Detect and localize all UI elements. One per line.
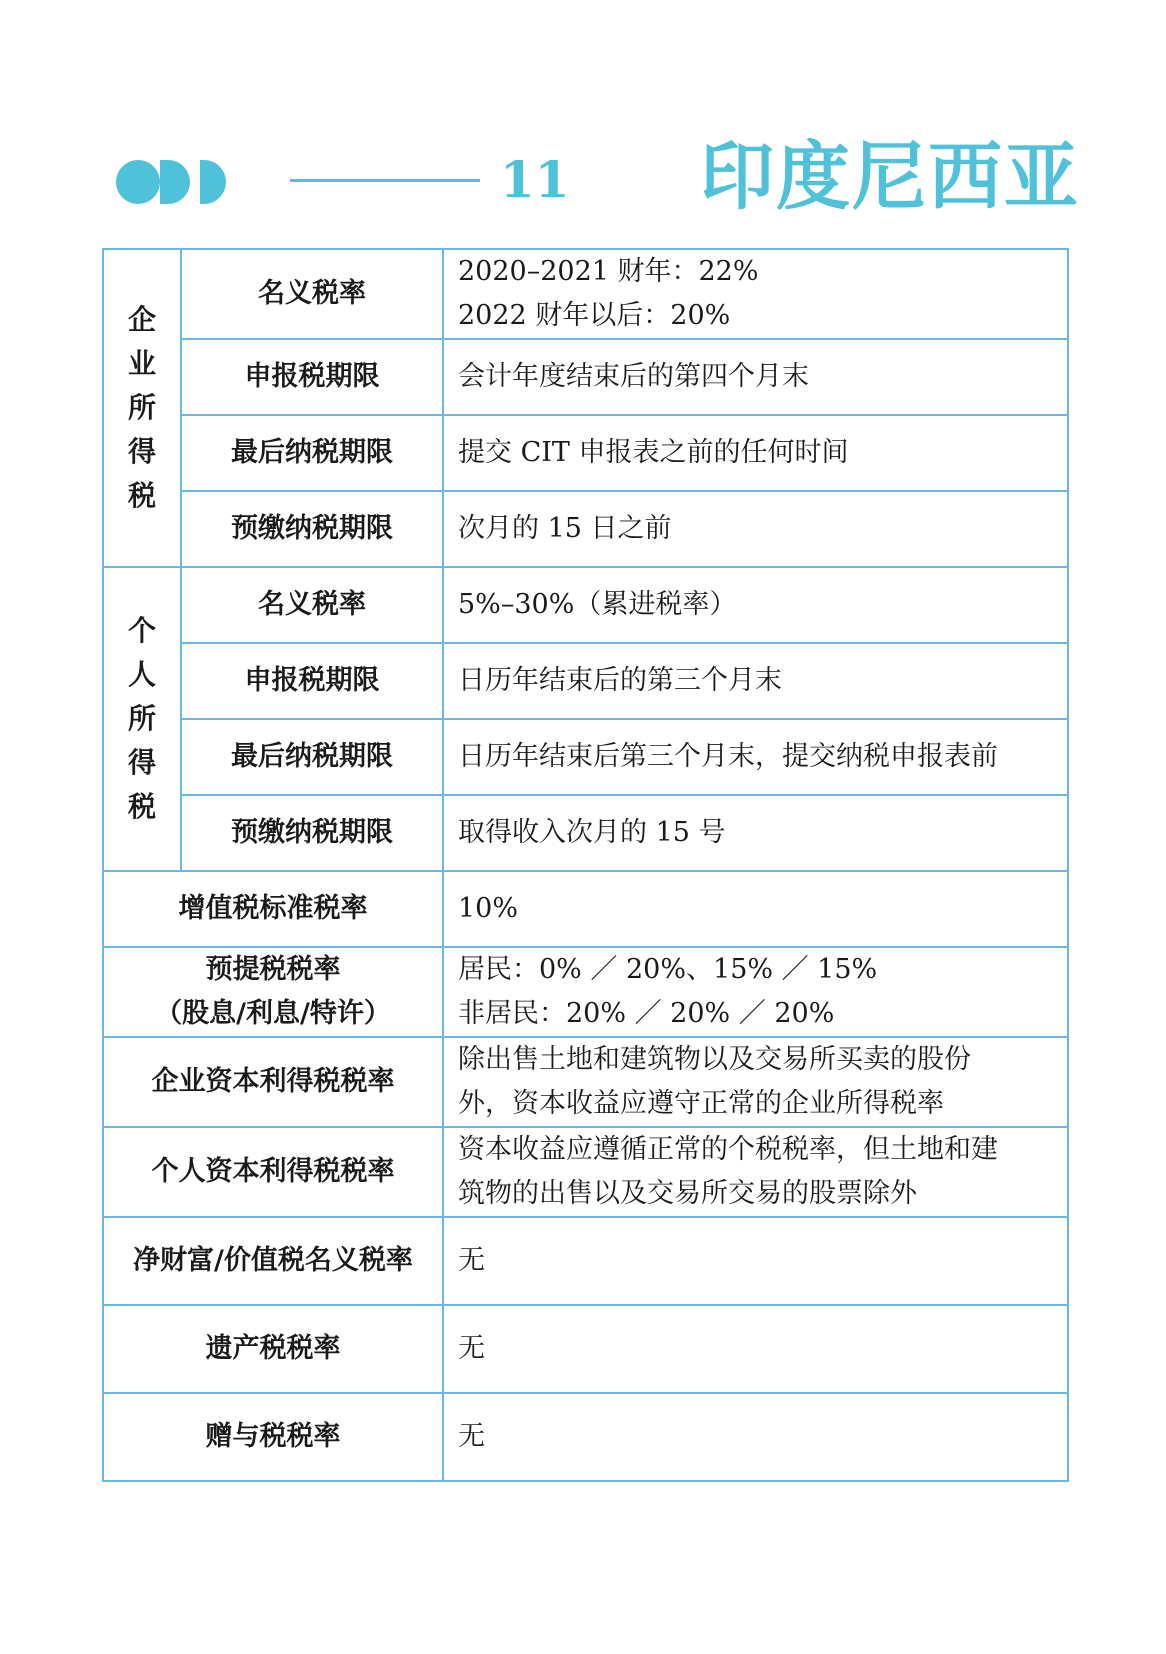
row-value: 10%: [443, 871, 1068, 947]
row-value: 提交 CIT 申报表之前的任何时间: [443, 415, 1068, 491]
tax-table: [102, 248, 1069, 1482]
table-row: [103, 1217, 1068, 1305]
page-number: 11: [500, 150, 570, 209]
row-label: 预提税税率 （股息/利息/特许）: [103, 947, 443, 1037]
row-value: 日历年结束后第三个月末，提交纳税申报表前: [443, 719, 1068, 795]
row-label: 最后纳税期限: [181, 719, 443, 795]
table-row: [103, 1393, 1068, 1481]
table-row: [103, 1305, 1068, 1393]
row-value: 居民：0% ／ 20%、15% ／ 15% 非居民：20% ／ 20% ／ 20%: [443, 947, 1068, 1037]
table-row: [103, 415, 1068, 491]
row-label: 赠与税税率: [103, 1393, 443, 1481]
row-label: 遗产税税率: [103, 1305, 443, 1393]
dot-shape: [200, 160, 226, 204]
row-label: 最后纳税期限: [181, 415, 443, 491]
row-value: 除出售土地和建筑物以及交易所买卖的股份 外，资本收益应遵守正常的企业所得税率: [443, 1037, 1068, 1127]
decorative-dots-icon: [116, 160, 246, 204]
row-value: 次月的 15 日之前: [443, 491, 1068, 567]
table-row: [103, 719, 1068, 795]
row-value: 2020–2021 财年：22% 2022 财年以后：20%: [443, 249, 1068, 339]
row-label: 预缴纳税期限: [181, 795, 443, 871]
pit-group-label: 个人所得税: [103, 567, 181, 871]
row-value: 无: [443, 1305, 1068, 1393]
header-rule: [290, 179, 480, 182]
row-label: 个人资本利得税税率: [103, 1127, 443, 1217]
table-row: [103, 1127, 1068, 1217]
row-value: 会计年度结束后的第四个月末: [443, 339, 1068, 415]
table-row: [103, 643, 1068, 719]
row-value: 日历年结束后的第三个月末: [443, 643, 1068, 719]
table-row: [103, 339, 1068, 415]
table-row: [103, 795, 1068, 871]
row-label: 企业资本利得税税率: [103, 1037, 443, 1127]
table-row: [103, 249, 1068, 339]
country-title: 印度尼西亚: [700, 134, 1080, 220]
page-header: [0, 0, 1166, 240]
row-value: 取得收入次月的 15 号: [443, 795, 1068, 871]
row-value: 5%–30%（累进税率）: [443, 567, 1068, 643]
row-label: 预缴纳税期限: [181, 491, 443, 567]
row-label: 名义税率: [181, 249, 443, 339]
dot-shape: [160, 160, 190, 204]
row-label: 净财富/价值税名义税率: [103, 1217, 443, 1305]
row-label: 申报税期限: [181, 643, 443, 719]
row-label: 名义税率: [181, 567, 443, 643]
row-label: 申报税期限: [181, 339, 443, 415]
row-value: 无: [443, 1393, 1068, 1481]
cit-group-label: 企业所得税: [103, 249, 181, 567]
table-row: [103, 567, 1068, 643]
table-row: [103, 491, 1068, 567]
row-value: 资本收益应遵循正常的个税税率，但土地和建 筑物的出售以及交易所交易的股票除外: [443, 1127, 1068, 1217]
row-value: 无: [443, 1217, 1068, 1305]
table-row: [103, 871, 1068, 947]
table-row: [103, 1037, 1068, 1127]
table-row: [103, 947, 1068, 1037]
row-label: 增值税标准税率: [103, 871, 443, 947]
dot-shape: [116, 160, 160, 204]
